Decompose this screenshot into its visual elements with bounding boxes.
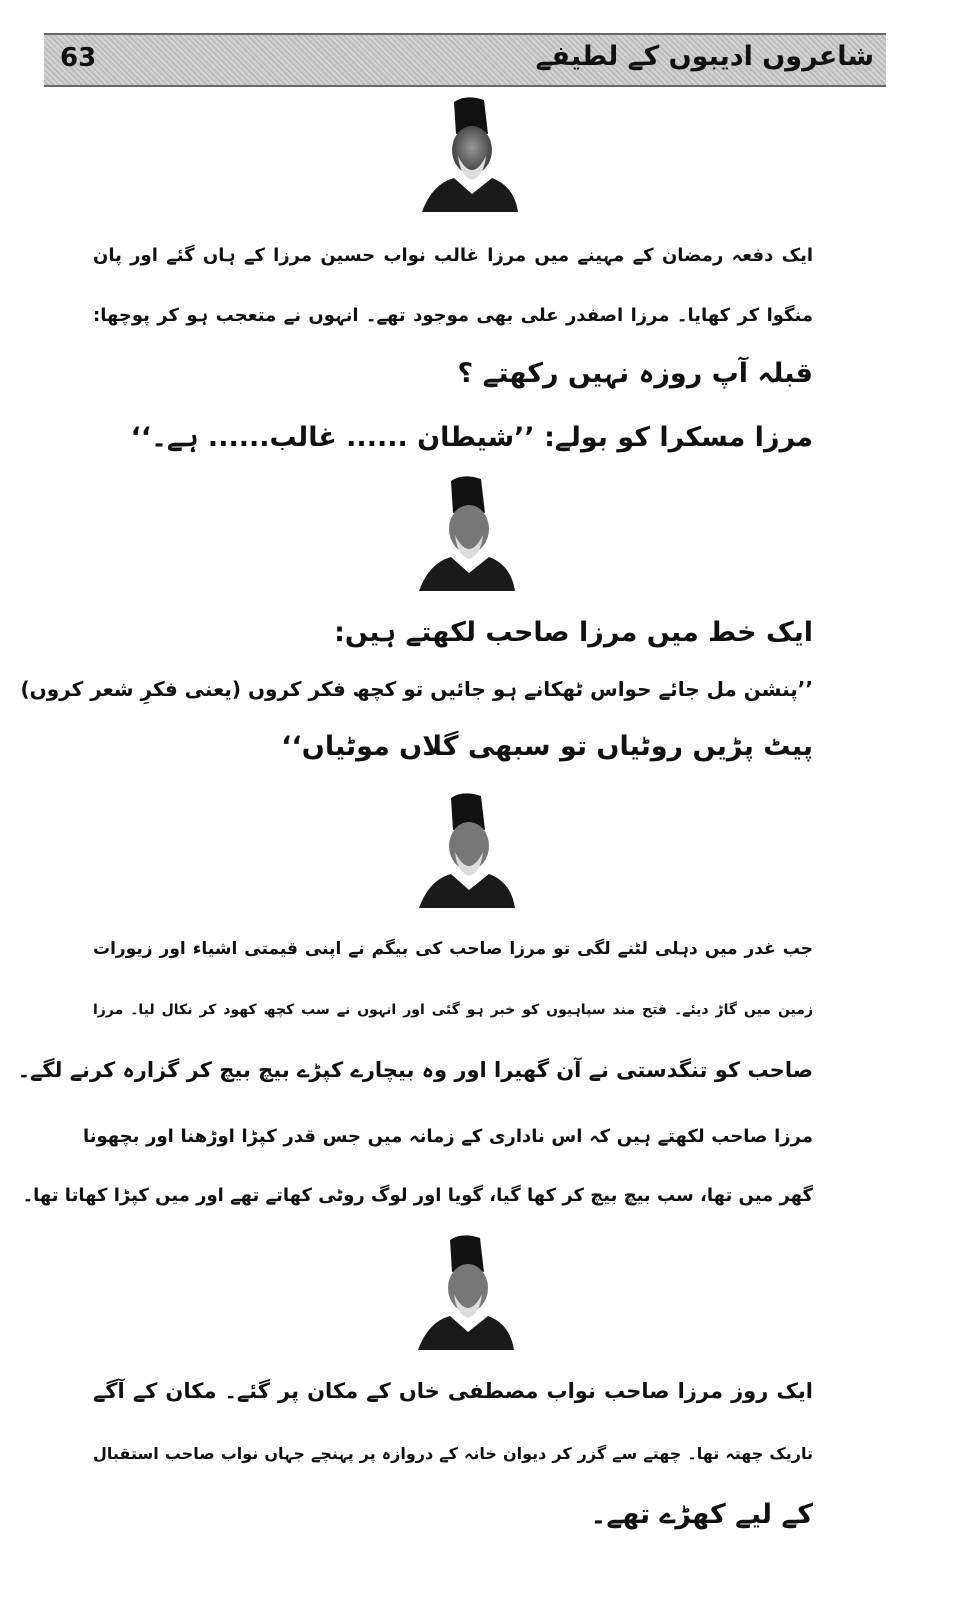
anecdote-4-line-2: تاریک چھتہ تھا۔ چھتے سے گزر کر دیوان خانہ کے دروازہ پر پہنچے جہاں نواب صاحب استقبال bbox=[93, 1444, 813, 1463]
anecdote-3-line-3: صاحب کو تنگدستی نے آن گھیرا اور وہ بیچارے کپڑے بیچ بیچ کر گزارہ کرنے لگے۔ bbox=[17, 1058, 813, 1082]
anecdote-4-line-3: کے لیے کھڑے تھے۔ bbox=[590, 1499, 813, 1530]
anecdote-1-line-4: مرزا مسکرا کو بولے: ’’شیطان ...... غالب...... ہے۔‘‘ bbox=[130, 422, 813, 453]
anecdote-3-line-4: مرزا صاحب لکھتے ہیں کہ اس ناداری کے زمانہ میں جس قدر کپڑا اوڑھنا اور بچھونا bbox=[83, 1126, 813, 1147]
anecdote-1-line-3: قبلہ آپ روزہ نہیں رکھتے ؟ bbox=[457, 358, 813, 389]
page-header bbox=[44, 33, 886, 87]
anecdote-4-line-1: ایک روز مرزا صاحب نواب مصطفی خاں کے مکان پر گئے۔ مکان کے آگے bbox=[93, 1379, 813, 1403]
anecdote-3-line-2: زمین میں گاڑ دیئے۔ فتح مند سپاہیوں کو خبر ہو گئی اور انہوں نے سب کچھ کھود کر نکال لیا۔ مرزا bbox=[93, 1002, 813, 1018]
anecdote-1-line-1: ایک دفعہ رمضان کے مہینے میں مرزا غالب نواب حسین مرزا کے ہاں گئے اور پان bbox=[93, 245, 813, 266]
ghalib-portrait-illustration bbox=[418, 94, 522, 214]
anecdote-2-line-1: ایک خط میں مرزا صاحب لکھتے ہیں: bbox=[334, 617, 813, 648]
book-title: شاعروں ادیبوں کے لطیفے bbox=[535, 41, 874, 72]
ghalib-portrait-illustration bbox=[414, 1232, 518, 1352]
anecdote-3-line-5: گھر میں تھا، سب بیچ بیچ کر کھا گیا، گویا اور لوگ روٹی کھاتے تھے اور میں کپڑا کھاتا تھا۔ bbox=[22, 1185, 813, 1206]
anecdote-2-line-3: پیٹ پڑیں روٹیاں تو سبھی گلاں موٹیاں‘‘ bbox=[281, 731, 813, 762]
ghalib-portrait-illustration bbox=[415, 790, 519, 910]
ghalib-portrait-illustration bbox=[415, 473, 519, 593]
anecdote-2-line-2: ’’پنشن مل جائے حواس ٹھکانے ہو جائیں تو کچھ فکر کروں (یعنی فکرِ شعر کروں) bbox=[20, 677, 813, 701]
anecdote-1-line-2: منگوا کر کھایا۔ مرزا اصفدر علی بھی موجود تھے۔ انہوں نے متعجب ہو کر پوچھا: bbox=[93, 305, 813, 326]
page-number: 63 bbox=[60, 43, 97, 73]
anecdote-3-line-1: جب غدر میں دہلی لٹنے لگی تو مرزا صاحب کی بیگم نے اپنی قیمتی اشیاء اور زیورات bbox=[93, 939, 813, 959]
